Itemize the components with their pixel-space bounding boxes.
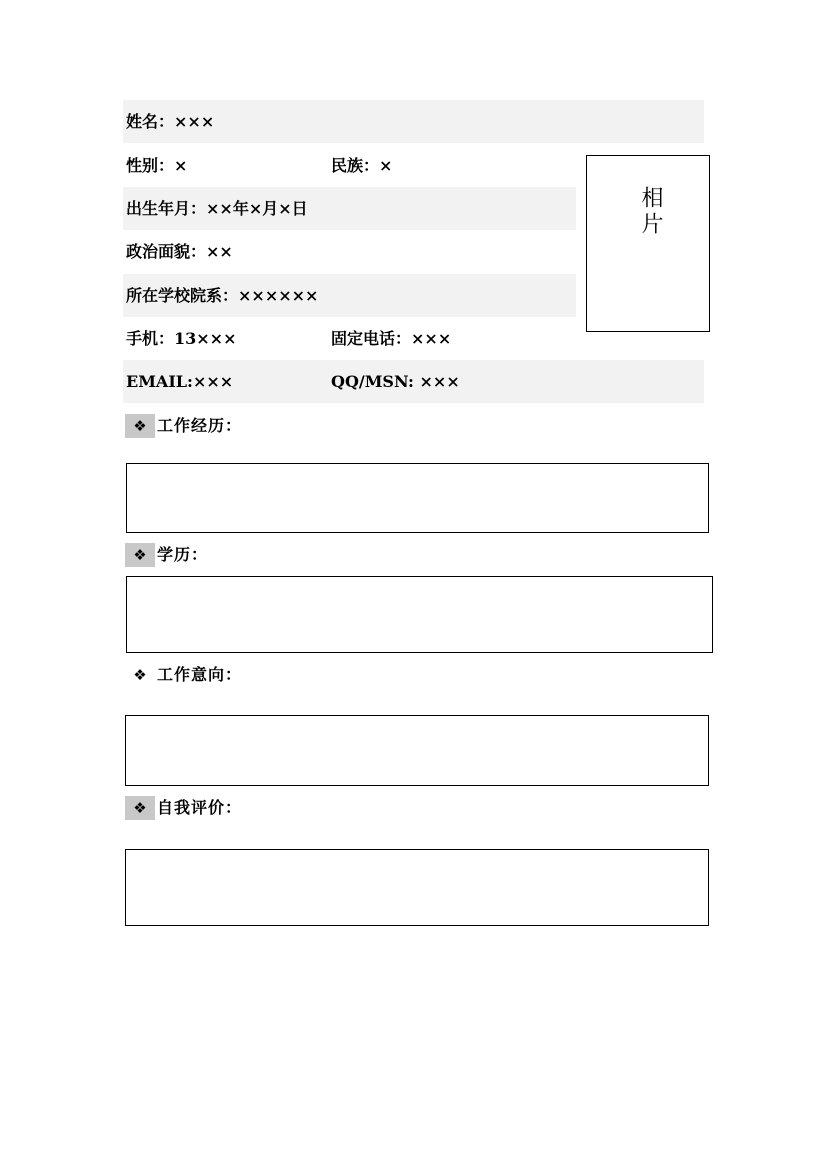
political-status-row (123, 230, 576, 273)
section-work-experience (125, 414, 242, 438)
section-title: 学历： (157, 545, 209, 564)
gender-field: 性别：× (126, 156, 188, 175)
section-job-intention (125, 663, 242, 687)
section-title: 自我评价： (157, 798, 243, 817)
self-evaluation-box (125, 849, 709, 926)
birth-row (123, 187, 576, 230)
work-experience-box (126, 463, 709, 533)
section-title: 工作意向： (157, 665, 243, 684)
gender-ethnicity-row (123, 144, 576, 187)
ethnicity-field: 民族：× (331, 156, 393, 175)
section-education (125, 543, 208, 567)
school-field: 所在学校院系：×××××× (126, 286, 319, 305)
photo-label: 相片 (638, 186, 663, 238)
diamond-bullet-icon: ❖ (125, 414, 155, 438)
political-status-field: 政治面貌：×× (126, 242, 233, 261)
section-title: 工作经历： (157, 416, 243, 435)
diamond-bullet-icon: ❖ (125, 796, 155, 820)
birth-field: 出生年月：××年×月×日 (126, 199, 308, 218)
name-row (123, 100, 704, 143)
email-field: EMAIL:××× (126, 372, 234, 391)
education-box (126, 576, 713, 653)
landline-field: 固定电话：××× (331, 329, 452, 348)
name-field: 姓名：××× (126, 112, 215, 131)
photo-placeholder (586, 155, 710, 332)
qq-msn-field: QQ/MSN: ××× (331, 372, 460, 391)
contact-row (123, 360, 704, 403)
school-row (123, 274, 576, 317)
diamond-bullet-icon: ❖ (133, 666, 147, 684)
job-intention-box (125, 715, 709, 786)
diamond-bullet-icon: ❖ (125, 543, 155, 567)
mobile-field: 手机：13××× (126, 329, 237, 348)
section-self-evaluation (125, 796, 242, 820)
